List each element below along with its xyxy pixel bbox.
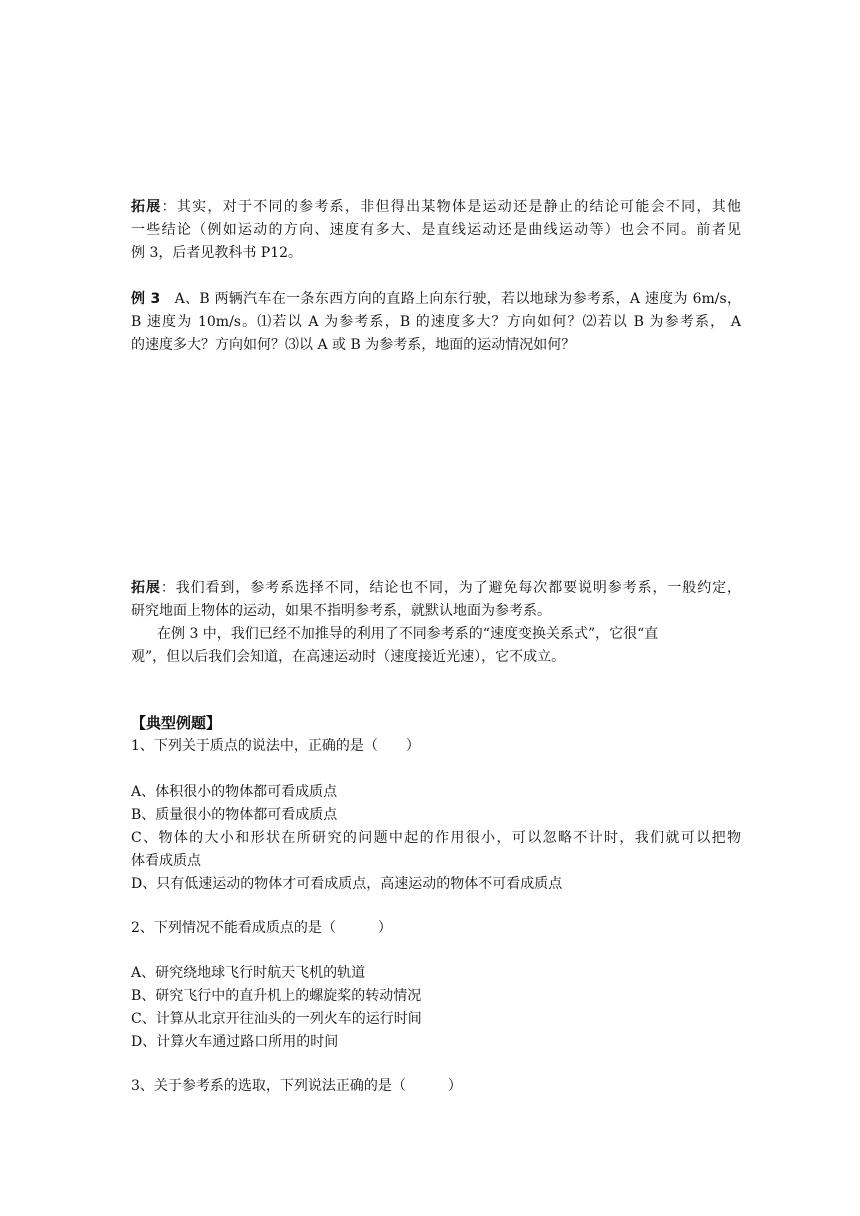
option-b: B、研究飞行中的直升机上的螺旋桨的转动情况 [131,988,422,1004]
option-c-cont: 体看成质点 [131,853,201,869]
extension-label: 拓展 [131,580,161,596]
question-2 [131,917,741,940]
text-line: B 速度为 10m/s。⑴若以 A 为参考系，B 的速度多大？方向如何？⑵若以 B 为参考系， A [131,314,741,330]
question-2-options [131,962,741,1054]
question-3 [131,1075,741,1098]
extension-paragraph-1 [131,196,741,265]
example-3-problem [131,288,741,357]
text-line: 拓展：其实，对于不同的参考系，非但得出某物体是运动还是静止的结论可能会不同，其他 [131,199,742,215]
question-3-stem: 3、关于参考系的选取，下列说法正确的是（ ） [131,1078,462,1094]
text-line: 研究地面上物体的运动，如果不指明参考系，就默认地面为参考系。 [131,603,551,619]
text-line: 例 3 A、B 两辆汽车在一条东西方向的直路上向东行驶，若以地球为参考系，A 速度为 6m/s， [131,291,741,307]
option-b: B、质量很小的物体都可看成质点 [131,807,338,823]
extension-paragraph-2 [131,577,741,669]
question-1-options [131,781,741,896]
section-title: 【典型例题】 [131,714,222,732]
option-d: D、只有低速运动的物体才可看成质点，高速运动的物体不可看成质点 [131,876,563,892]
option-c: C、物体的大小和形状在所研究的问题中起的作用很小，可以忽略不计时，我们就可以把物 [131,830,741,846]
text-line: 在例 3 中，我们已经不加推导的利用了不同参考系的“速度变换关系式”，它很“直 [157,626,659,642]
text-line: 一些结论（例如运动的方向、速度有多大、是直线运动还是曲线运动等）也会不同。前者见 [131,222,741,238]
text-line: 例 3，后者见教科书 P12。 [131,245,303,261]
question-1-stem: 1、下列关于质点的说法中，正确的是（ ） [131,738,420,754]
option-a: A、研究绕地球飞行时航天飞机的轨道 [131,965,366,981]
example-label: 例 3 [131,291,161,307]
option-c: C、计算从北京开往汕头的一列火车的运行时间 [131,1011,422,1027]
text-line: 观”，但以后我们会知道，在高速运动时（速度接近光速），它不成立。 [131,649,566,665]
option-d: D、计算火车通过路口所用的时间 [131,1034,339,1050]
text-line: 拓展：我们看到，参考系选择不同，结论也不同，为了避免每次都要说明参考系，一般约定， [131,580,742,596]
text-line: 的速度多大？方向如何？⑶以 A 或 B 为参考系，地面的运动情况如何？ [131,337,576,353]
question-2-stem: 2、下列情况不能看成质点的是（ ） [131,920,392,936]
option-a: A、体积很小的物体都可看成质点 [131,784,338,800]
extension-label: 拓展 [131,199,162,215]
typical-examples-section [131,712,741,758]
